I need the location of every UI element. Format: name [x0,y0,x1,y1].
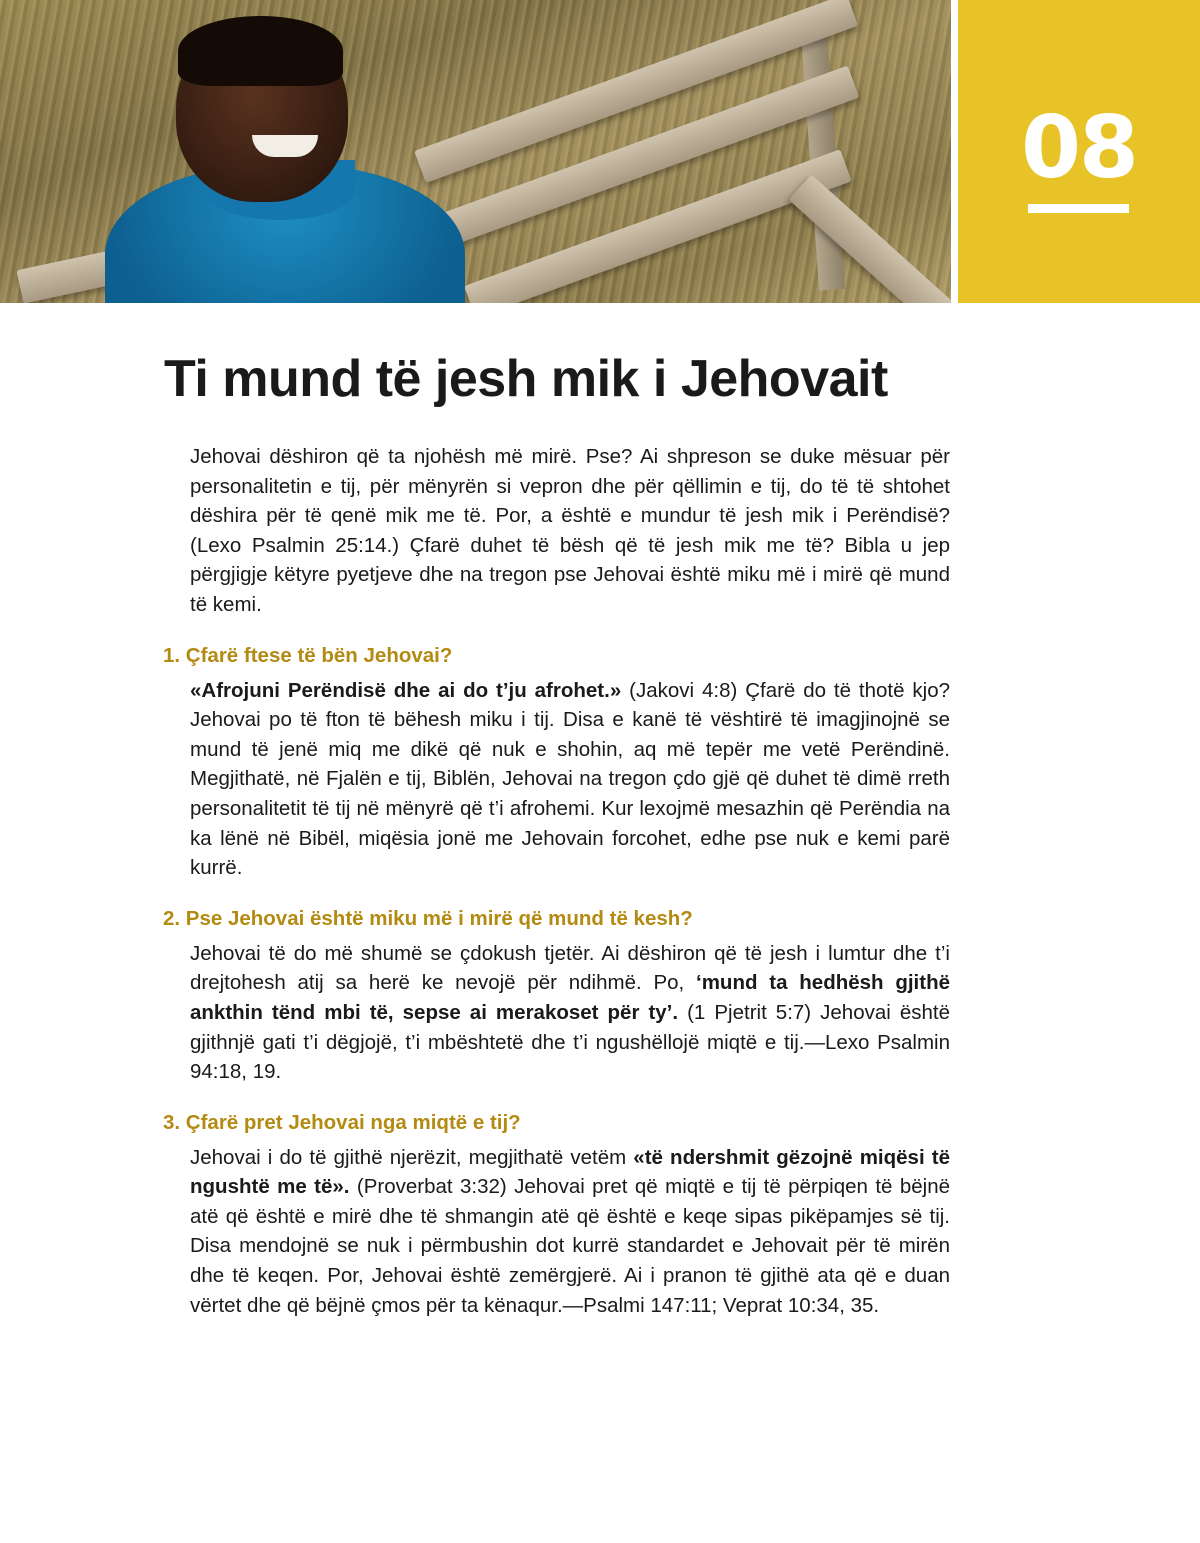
section-paragraph [190,676,950,883]
header-photo-man-by-bench [0,0,951,303]
man-hair [178,16,343,86]
section-heading: 2. Pse Jehovai është miku më i mirë që mund të kesh? [163,906,693,930]
paragraph-text: (Jakovi 4:8) Çfarë do të thotë kjo? Jehovai po të fton të bëhesh miku i tij. Disa e kanë të vështirë të imagjinojnë se mund të jenë miq me dikë që nuk e shohin, aq më tepër me vetë Perëndinë. Megjithatë, në Fjalën e tij, Biblën, Jehovai na tregon çdo gjë që duhet të dimë rreth personalitetit të tij në mënyrë që t’i afrohemi. Kur lexojmë mesazhin që Perëndia na ka lënë në Bibël, miqësia jonë me Jehovain forcohet, edhe pse nuk e kemi parë kurrë. [190,678,951,880]
scripture-quote: ‘mund ta hedhësh gjithë ankthin tënd mbi të, sepse ai merakoset për ty’. [190,971,950,1024]
page-title: Ti mund të jesh mik i Jehovait [164,350,888,408]
section-heading: 1. Çfarë ftese të bën Jehovai? [163,643,453,667]
scripture-quote: «të ndershmit gëzojnë miqësi të ngushtë me të». [190,1145,950,1199]
section-paragraph [190,1143,950,1321]
section-heading: 3. Çfarë pret Jehovai nga miqtë e tij? [163,1110,521,1134]
paragraph-text: Jehovai i do të gjithë njerëzit, megjithatë vetëm [190,1145,634,1169]
chapter-number: 08 [1021,98,1137,198]
intro-paragraph: Jehovai dëshiron që ta njohësh më mirë. Pse? Ai shpreson se duke mësuar për personalitetin e tij, për mënyrën si vepron dhe për qëllimin e tij, do të të shtohet dëshira për të qenë mik me të. Por, a është e mundur të jesh mik i Perëndisë? (Lexo Psalmin 25:14.) Çfarë duhet të bësh që të jesh mik me të? Bibla u jep përgjigje këtyre pyetjeve dhe na tregon pse Jehovai është miku më i mirë që mund të kemi. [190,445,950,616]
paragraph-text: (Proverbat 3:32) Jehovai pret që miqtë e tij të përpiqen të bëjnë atë që është e mirë dhe të shmangin atë që është e keqe sipas pikëpamjes së tij. Disa mendojnë se nuk i përmbushin dot kurrë standardet e Jehovait për të mirën dhe të keqen. Por, Jehovai është zemërgjerë. Ai i pranon të gjithë ata që e duan vërtet dhe që bëjnë çmos për ta kënaqur.—Psalmi 147:11; Veprat 10:34, 35. [190,1175,950,1317]
paragraph-text: Jehovai të do më shumë se çdokush tjetër. Ai dëshiron që të jesh i lumtur dhe t’i drejtohesh atij sa herë ke nevojë për ndihmë. Po, [190,941,950,995]
scripture-quote: «Afrojuni Perëndisë dhe ai do t’ju afrohet.» [190,678,622,702]
lesson-content [163,442,950,1320]
chapter-badge [958,0,1200,303]
section-paragraph [190,939,950,1087]
chapter-underline [1028,204,1129,213]
paragraph-text: (1 Pjetrit 5:7) Jehovai është gjithnjë gati t’i dëgjojë, t’i mbështetë dhe t’i ngushëllojë miqtë e tij.—Lexo Psalmin 94:18, 19. [190,1000,950,1084]
